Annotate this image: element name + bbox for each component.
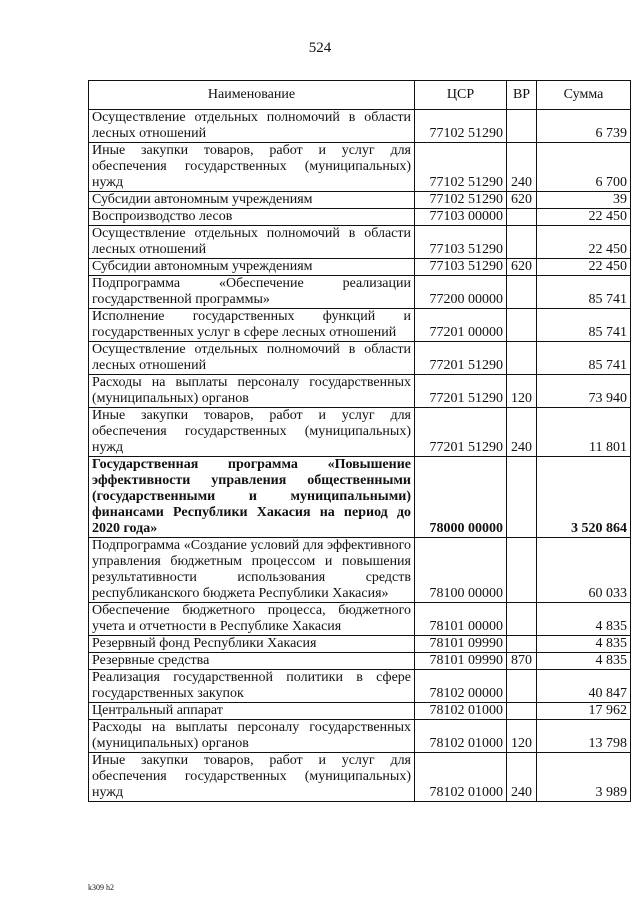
cell-csr: 77201 51290	[415, 375, 507, 408]
cell-csr: 78101 09990	[415, 653, 507, 670]
cell-name: Субсидии автономным учреждениям	[89, 192, 415, 209]
table-row	[89, 143, 631, 192]
cell-name: Осуществление отдельных полномочий в области лесных отношений	[89, 110, 415, 143]
cell-vr: 120	[507, 375, 537, 408]
cell-csr: 77102 51290	[415, 192, 507, 209]
table-row	[89, 375, 631, 408]
header-sum: Сумма	[537, 81, 631, 110]
cell-vr	[507, 226, 537, 259]
cell-sum: 85 741	[537, 309, 631, 342]
table-row	[89, 408, 631, 457]
page-number: 524	[308, 40, 332, 56]
cell-name: Субсидии автономным учреждениям	[89, 259, 415, 276]
cell-csr: 78100 00000	[415, 538, 507, 603]
cell-sum: 4 835	[537, 653, 631, 670]
table-row	[89, 110, 631, 143]
cell-name: Иные закупки товаров, работ и услуг для обеспечения государственных (муниципальных) нужд	[89, 408, 415, 457]
cell-vr	[507, 209, 537, 226]
table-row	[89, 636, 631, 653]
table-row	[89, 309, 631, 342]
table-row	[89, 192, 631, 209]
cell-name: Реализация государственной политики в сфере государственных закупок	[89, 670, 415, 703]
cell-name: Осуществление отдельных полномочий в области лесных отношений	[89, 342, 415, 375]
cell-name: Резервные средства	[89, 653, 415, 670]
table-header-row	[89, 81, 631, 110]
cell-csr: 77103 00000	[415, 209, 507, 226]
cell-csr: 78000 00000	[415, 457, 507, 538]
table-row	[89, 538, 631, 603]
budget-table	[88, 80, 631, 802]
cell-csr: 77201 51290	[415, 342, 507, 375]
cell-csr: 78102 01000	[415, 703, 507, 720]
cell-sum: 22 450	[537, 259, 631, 276]
cell-vr	[507, 538, 537, 603]
cell-sum: 40 847	[537, 670, 631, 703]
table-row	[89, 670, 631, 703]
cell-sum: 60 033	[537, 538, 631, 603]
cell-csr: 77103 51290	[415, 259, 507, 276]
cell-name: Резервный фонд Республики Хакасия	[89, 636, 415, 653]
table-row	[89, 703, 631, 720]
cell-sum: 22 450	[537, 209, 631, 226]
cell-csr: 78102 01000	[415, 753, 507, 802]
cell-sum: 4 835	[537, 636, 631, 653]
cell-csr: 77102 51290	[415, 110, 507, 143]
cell-name: Обеспечение бюджетного процесса, бюджетного учета и отчетности в Республике Хакасия	[89, 603, 415, 636]
cell-vr: 620	[507, 259, 537, 276]
cell-sum: 85 741	[537, 342, 631, 375]
cell-vr	[507, 670, 537, 703]
cell-sum: 11 801	[537, 408, 631, 457]
cell-vr: 240	[507, 143, 537, 192]
cell-vr: 870	[507, 653, 537, 670]
cell-sum: 6 700	[537, 143, 631, 192]
table-row	[89, 653, 631, 670]
cell-vr: 620	[507, 192, 537, 209]
header-name: Наименование	[89, 81, 415, 110]
cell-sum: 3 520 864	[537, 457, 631, 538]
cell-vr	[507, 603, 537, 636]
cell-vr	[507, 110, 537, 143]
header-csr: ЦСР	[415, 81, 507, 110]
cell-sum: 4 835	[537, 603, 631, 636]
cell-name: Расходы на выплаты персоналу государственных (муниципальных) органов	[89, 720, 415, 753]
table-row	[89, 342, 631, 375]
cell-name: Государственная программа «Повышение эффективности управления общественными (государственными и муниципальными) финансами Республики Хакасия на период до 2020 года»	[89, 457, 415, 538]
cell-sum: 22 450	[537, 226, 631, 259]
table-row	[89, 276, 631, 309]
cell-vr	[507, 636, 537, 653]
cell-vr: 240	[507, 753, 537, 802]
footer-code: k309 h2	[88, 883, 114, 892]
cell-name: Воспроизводство лесов	[89, 209, 415, 226]
cell-csr: 77201 51290	[415, 408, 507, 457]
cell-name: Подпрограмма «Создание условий для эффективного управления бюджетным процессом и повышения результативности использования средств республиканского бюджета Республики Хакасия»	[89, 538, 415, 603]
cell-csr: 78102 01000	[415, 720, 507, 753]
cell-sum: 85 741	[537, 276, 631, 309]
cell-sum: 17 962	[537, 703, 631, 720]
cell-sum: 3 989	[537, 753, 631, 802]
cell-vr	[507, 309, 537, 342]
cell-name: Центральный аппарат	[89, 703, 415, 720]
table-row	[89, 753, 631, 802]
cell-csr: 77102 51290	[415, 143, 507, 192]
cell-vr	[507, 342, 537, 375]
cell-vr	[507, 703, 537, 720]
table-row	[89, 209, 631, 226]
cell-sum: 39	[537, 192, 631, 209]
cell-csr: 77201 00000	[415, 309, 507, 342]
table-row	[89, 720, 631, 753]
cell-name: Осуществление отдельных полномочий в области лесных отношений	[89, 226, 415, 259]
cell-csr: 77103 51290	[415, 226, 507, 259]
cell-vr: 240	[507, 408, 537, 457]
cell-vr	[507, 276, 537, 309]
cell-sum: 73 940	[537, 375, 631, 408]
cell-name: Иные закупки товаров, работ и услуг для обеспечения государственных (муниципальных) нужд	[89, 753, 415, 802]
cell-name: Исполнение государственных функций и государственных услуг в сфере лесных отношений	[89, 309, 415, 342]
cell-vr	[507, 457, 537, 538]
cell-name: Расходы на выплаты персоналу государственных (муниципальных) органов	[89, 375, 415, 408]
cell-sum: 6 739	[537, 110, 631, 143]
table-row	[89, 603, 631, 636]
cell-name: Иные закупки товаров, работ и услуг для обеспечения государственных (муниципальных) нужд	[89, 143, 415, 192]
cell-name: Подпрограмма «Обеспечение реализации государственной программы»	[89, 276, 415, 309]
table-row	[89, 259, 631, 276]
table-row	[89, 457, 631, 538]
cell-csr: 77200 00000	[415, 276, 507, 309]
table-row	[89, 226, 631, 259]
cell-vr: 120	[507, 720, 537, 753]
cell-sum: 13 798	[537, 720, 631, 753]
header-vr: ВР	[507, 81, 537, 110]
cell-csr: 78101 09990	[415, 636, 507, 653]
cell-csr: 78102 00000	[415, 670, 507, 703]
cell-csr: 78101 00000	[415, 603, 507, 636]
